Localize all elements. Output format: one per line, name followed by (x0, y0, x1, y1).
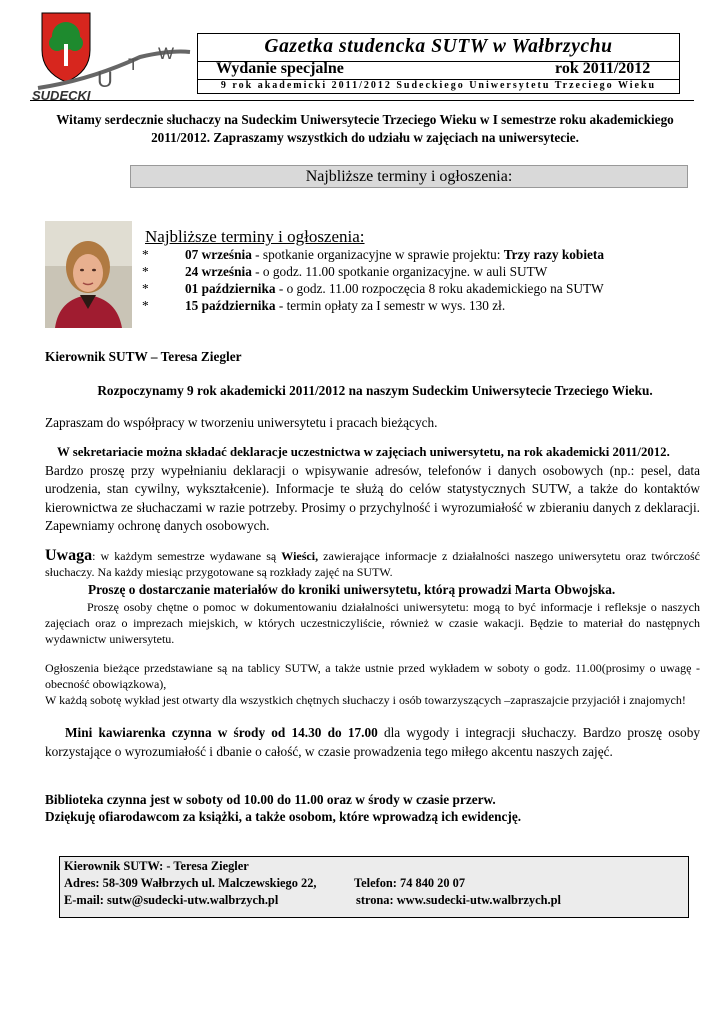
thanks-donors: Dziękuję ofiarodawcom za książki, a także osobom, które wprowadzą ich ewidencję. (45, 809, 522, 824)
logo-letter-u: U (97, 67, 113, 92)
sudecki-utw-logo (30, 10, 195, 105)
announcement-date: 01 października (185, 281, 276, 296)
footer-address: Adres: 58-309 Wałbrzych ul. Malczewskiego 22, (64, 876, 317, 890)
bullet-star: * (142, 247, 149, 262)
footer-email[interactable]: E-mail: sutw@sudecki-utw.walbrzych.pl (64, 893, 279, 907)
bullet-star: * (142, 264, 149, 279)
header-rule (30, 100, 694, 101)
chronicle-request: Proszę o dostarczanie materiałów do kroniki uniwersytetu, którą prowadzi Marta Obwojska. (88, 582, 616, 597)
section-bar: Najbliższe terminy i ogłoszenia: (130, 165, 688, 188)
announcement-text: - termin opłaty za I semestr w wys. 130 zł. (275, 298, 506, 313)
announcement-bold-text: Trzy razy kobieta (503, 247, 604, 262)
logo-letter-w: W (158, 44, 175, 63)
edition-label: Wydanie specjalne (216, 60, 344, 77)
uwaga-paragraph (45, 548, 700, 580)
announcement-text: - o godz. 11.00 spotkanie organizacyjne. w auli SUTW (251, 264, 548, 279)
announcement-item (142, 298, 505, 314)
announcement-date: 24 września (185, 264, 252, 279)
wiesci-label: Wieści, (281, 549, 319, 563)
academic-year-start: Rozpoczynamy 9 rok akademicki 2011/2012 na naszym Sudeckim Uniwersytecie Trzeciego Wieku. (97, 383, 653, 398)
uwaga-text: : w każdym semestrze wydawane są (92, 549, 282, 563)
announcement-text: - spotkanie organizacyjne w sprawie projektu: (251, 247, 504, 262)
portrait-photo (45, 221, 132, 328)
bullet-star: * (142, 298, 149, 313)
kierownik-line: Kierownik SUTW – Teresa Ziegler (45, 349, 242, 364)
declaration-text: Bardzo proszę przy wypełnianiu deklaracji o wpisywanie adresów, telefonów i danych osobowych (np.: pesel, data urodzenia, stan cywilny, wykształcenie). Informacje te służą do celów statystycznych SUTW, a także do kontaktów kierownictwa ze słuchaczami w razie potrzeby. Prosimy o przychylność i wyrozumiałość w zbieraniu danych z deklaracji. Zapewniamy ochronę danych osobowych. (45, 462, 700, 533)
announcement-item (142, 247, 604, 263)
logo-letter-t: T (128, 55, 139, 74)
announcement-text: - o godz. 11.00 rozpoczęcia 8 roku akademickiego na SUTW (275, 281, 604, 296)
uwaga-label: Uwaga (45, 547, 93, 564)
announcement-date: 07 września (185, 247, 252, 262)
newsletter-title: Gazetka studencka SUTW w Wałbrzychu (264, 36, 613, 57)
invitation-text: Zapraszam do współpracy w tworzeniu uniwersytetu i pracach bieżących. (45, 415, 438, 430)
header-subtitle: 9 rok akademicki 2011/2012 Sudeckiego Uniwersytetu Trzeciego Wieku (220, 80, 657, 91)
footer-website[interactable]: strona: www.sudecki-utw.walbrzych.pl (356, 893, 561, 907)
cafe-hours: Mini kawiarenka czynna w środy od 14.30 do 17.00 (65, 725, 378, 740)
cafe-text: dla wygody i integracji słuchaczy. Bardzo proszę osoby korzystające o wyrozumiałość i dbanie o całość, w czasie prowadzenia tego miłego akcentu naszych zajęć. (45, 725, 700, 759)
footer-director: Kierownik SUTW: - Teresa Ziegler (64, 859, 249, 873)
header-box (197, 33, 680, 94)
bullet-star: * (142, 281, 149, 296)
welcome-text: Witamy serdecznie słuchaczy na Sudeckim Uniwersytecie Trzeciego Wieku w I semestrze roku akademickiego 2011/2012. Zapraszamy wszystkich do udziału w zajęciach na uniwersytecie. (56, 112, 674, 145)
announcement-item (142, 264, 547, 280)
announcement-date: 15 października (185, 298, 276, 313)
contact-footer (59, 856, 689, 918)
announcement-item (142, 281, 604, 297)
announcements-heading: Najbliższe terminy i ogłoszenia: (145, 227, 365, 246)
cafe-paragraph (45, 724, 700, 761)
uwaga-text: zawierające informacje z działalności naszego uniwersytetu oraz twórczość słuchaczy. Na każdy miesiąc przygotowane są rozkłady zajęć na SUTW. (45, 549, 700, 579)
year-label: rok 2011/2012 (555, 60, 651, 77)
library-hours: Biblioteka czynna jest w soboty od 10.00 do 11.00 oraz w środy w czasie przerw. (45, 792, 496, 807)
footer-phone: Telefon: 74 840 20 07 (354, 876, 466, 890)
logo-text: SUDECKI (32, 88, 91, 103)
chronicle-text: Proszę osoby chętne o pomoc w dokumentowaniu działalności uniwersytetu: mogą to być informacje i refleksje o naszych zajęciach oraz o imprezach miejskich, w których uczestniczyliście, również w czasie wakacji. Będzie to materiał do następnych wydawnictw uniwersytetu. (45, 600, 700, 646)
notices-text: Ogłoszenia bieżące przedstawiane są na tablicy SUTW, a także ustnie przed wykładem w soboty o godz. 11.00(prosimy o uwagę - obecność obowiązkowa), (45, 661, 700, 691)
declaration-heading: W sekretariacie można składać deklaracje uczestnictwa w zajęciach uniwersytetu, na rok akademicki 2011/2012. (57, 445, 670, 459)
declaration-paragraph (45, 443, 700, 536)
saturday-lecture-text: W każdą sobotę wykład jest otwarty dla wszystkich chętnych słuchaczy i osób towarzyszących –zapraszajcie przyjaciół i znajomych! (45, 693, 686, 707)
